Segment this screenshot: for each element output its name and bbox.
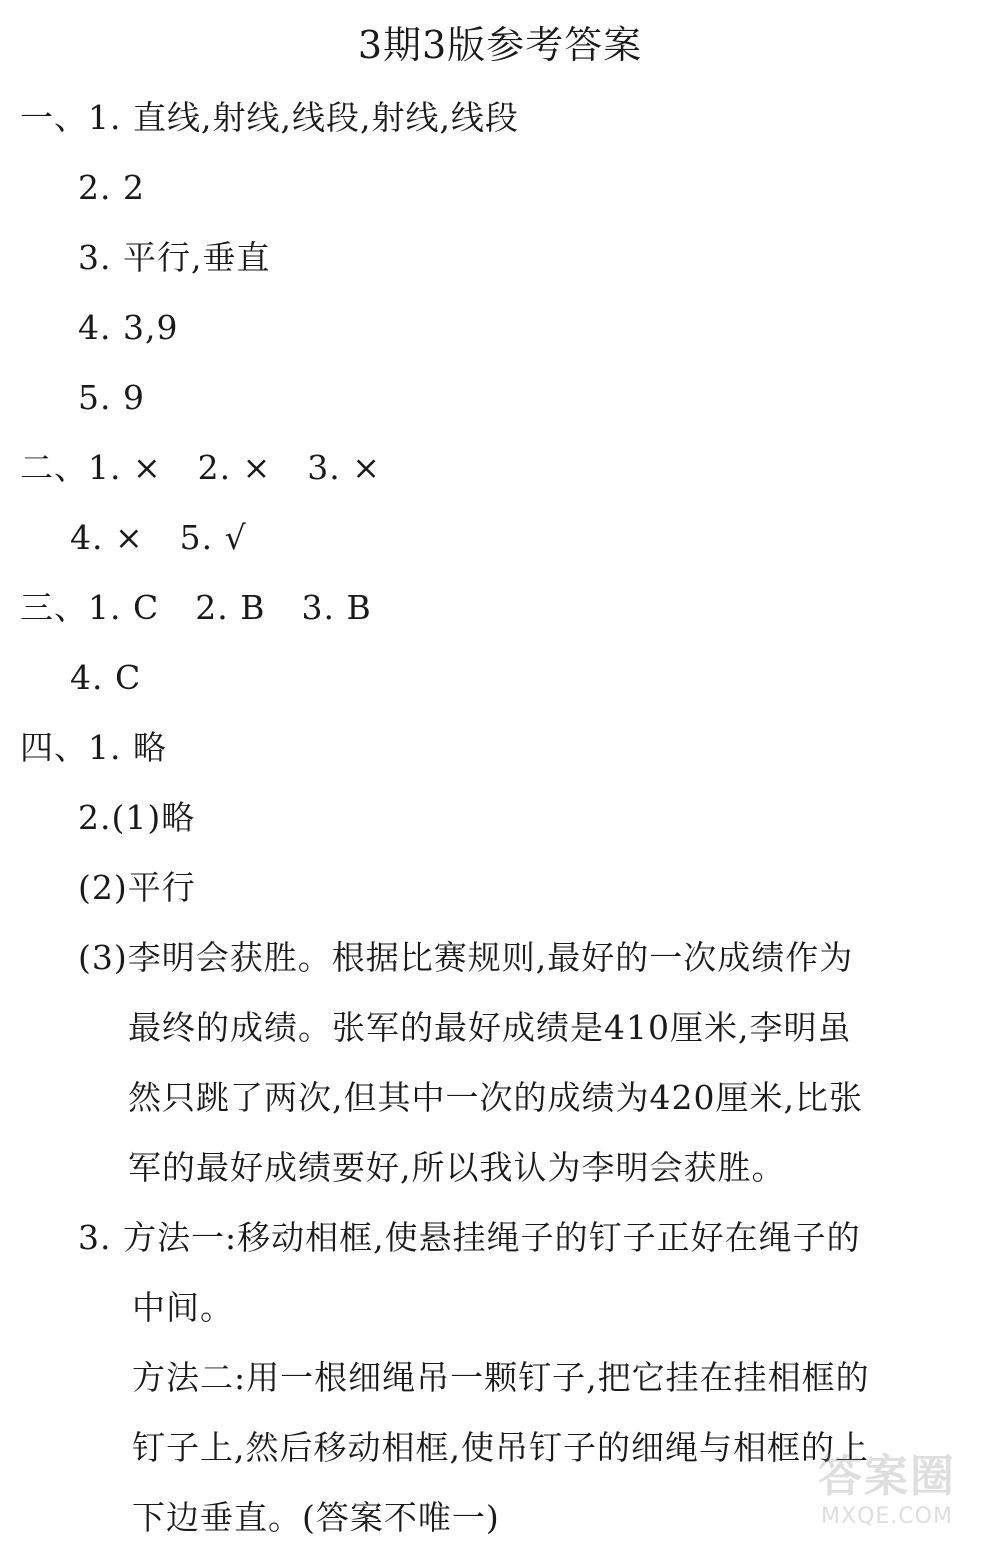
answer-2-3: 3. × [307, 448, 381, 487]
answer-4-3-line-4: 钉子上,然后移动相框,使吊钉子的细绳与相框的上 [132, 1428, 869, 1467]
answer-4-2-3-line-4: 军的最好成绩要好,所以我认为李明会获胜。 [128, 1148, 786, 1187]
answer-4-1: 四、1. 略 [20, 728, 167, 767]
answer-4-2-3-line-2: 最终的成绩。张军的最好成绩是410厘米,李明虽 [128, 1008, 852, 1047]
answer-1-2: 2. 2 [78, 168, 145, 207]
answer-2-4: 4. × [70, 518, 144, 557]
answer-4-2-1: 2.(1)略 [78, 798, 196, 837]
answer-4-3-line-1: 3. 方法一:移动相框,使悬挂绳子的钉子正好在绳子的 [78, 1218, 861, 1257]
answer-4-3-line-2: 中间。 [132, 1288, 234, 1327]
answer-2-2: 2. × [197, 448, 272, 487]
answer-1-1: 一、1. 直线,射线,线段,射线,线段 [20, 98, 519, 137]
watermark-logo [792, 1452, 982, 1542]
answer-3-3: 3. B [301, 588, 372, 627]
answer-1-5: 5. 9 [78, 378, 145, 417]
watermark-url: MXQE.COM [821, 1504, 953, 1529]
answer-3-1: 三、1. C [20, 588, 160, 627]
answer-4-2-3-line-3: 然只跳了两次,但其中一次的成绩为420厘米,比张 [128, 1078, 863, 1117]
answer-3-4: 4. C [70, 658, 142, 697]
answer-3-row-1 [20, 586, 372, 630]
answer-1-3: 3. 平行,垂直 [78, 238, 271, 277]
answer-4-3-line-3: 方法二:用一根细绳吊一颗钉子,把它挂在挂相框的 [132, 1358, 870, 1397]
answer-4-3-line-5: 下边垂直。(答案不唯一) [132, 1498, 500, 1537]
answer-2-1: 二、1. × [20, 448, 162, 487]
answer-2-row-1 [20, 446, 381, 490]
answer-4-2-3-line-1: (3)李明会获胜。根据比赛规则,最好的一次成绩作为 [78, 938, 854, 977]
answer-4-2-2: (2)平行 [78, 868, 196, 907]
answer-1-4: 4. 3,9 [78, 308, 179, 347]
answer-2-row-2 [70, 516, 247, 560]
watermark-glyphs: 答案圈 [818, 1451, 956, 1502]
page-title: 3期3版参考答案 [357, 23, 643, 67]
answer-2-5: 5. √ [179, 518, 247, 557]
answer-3-2: 2. B [195, 588, 266, 627]
